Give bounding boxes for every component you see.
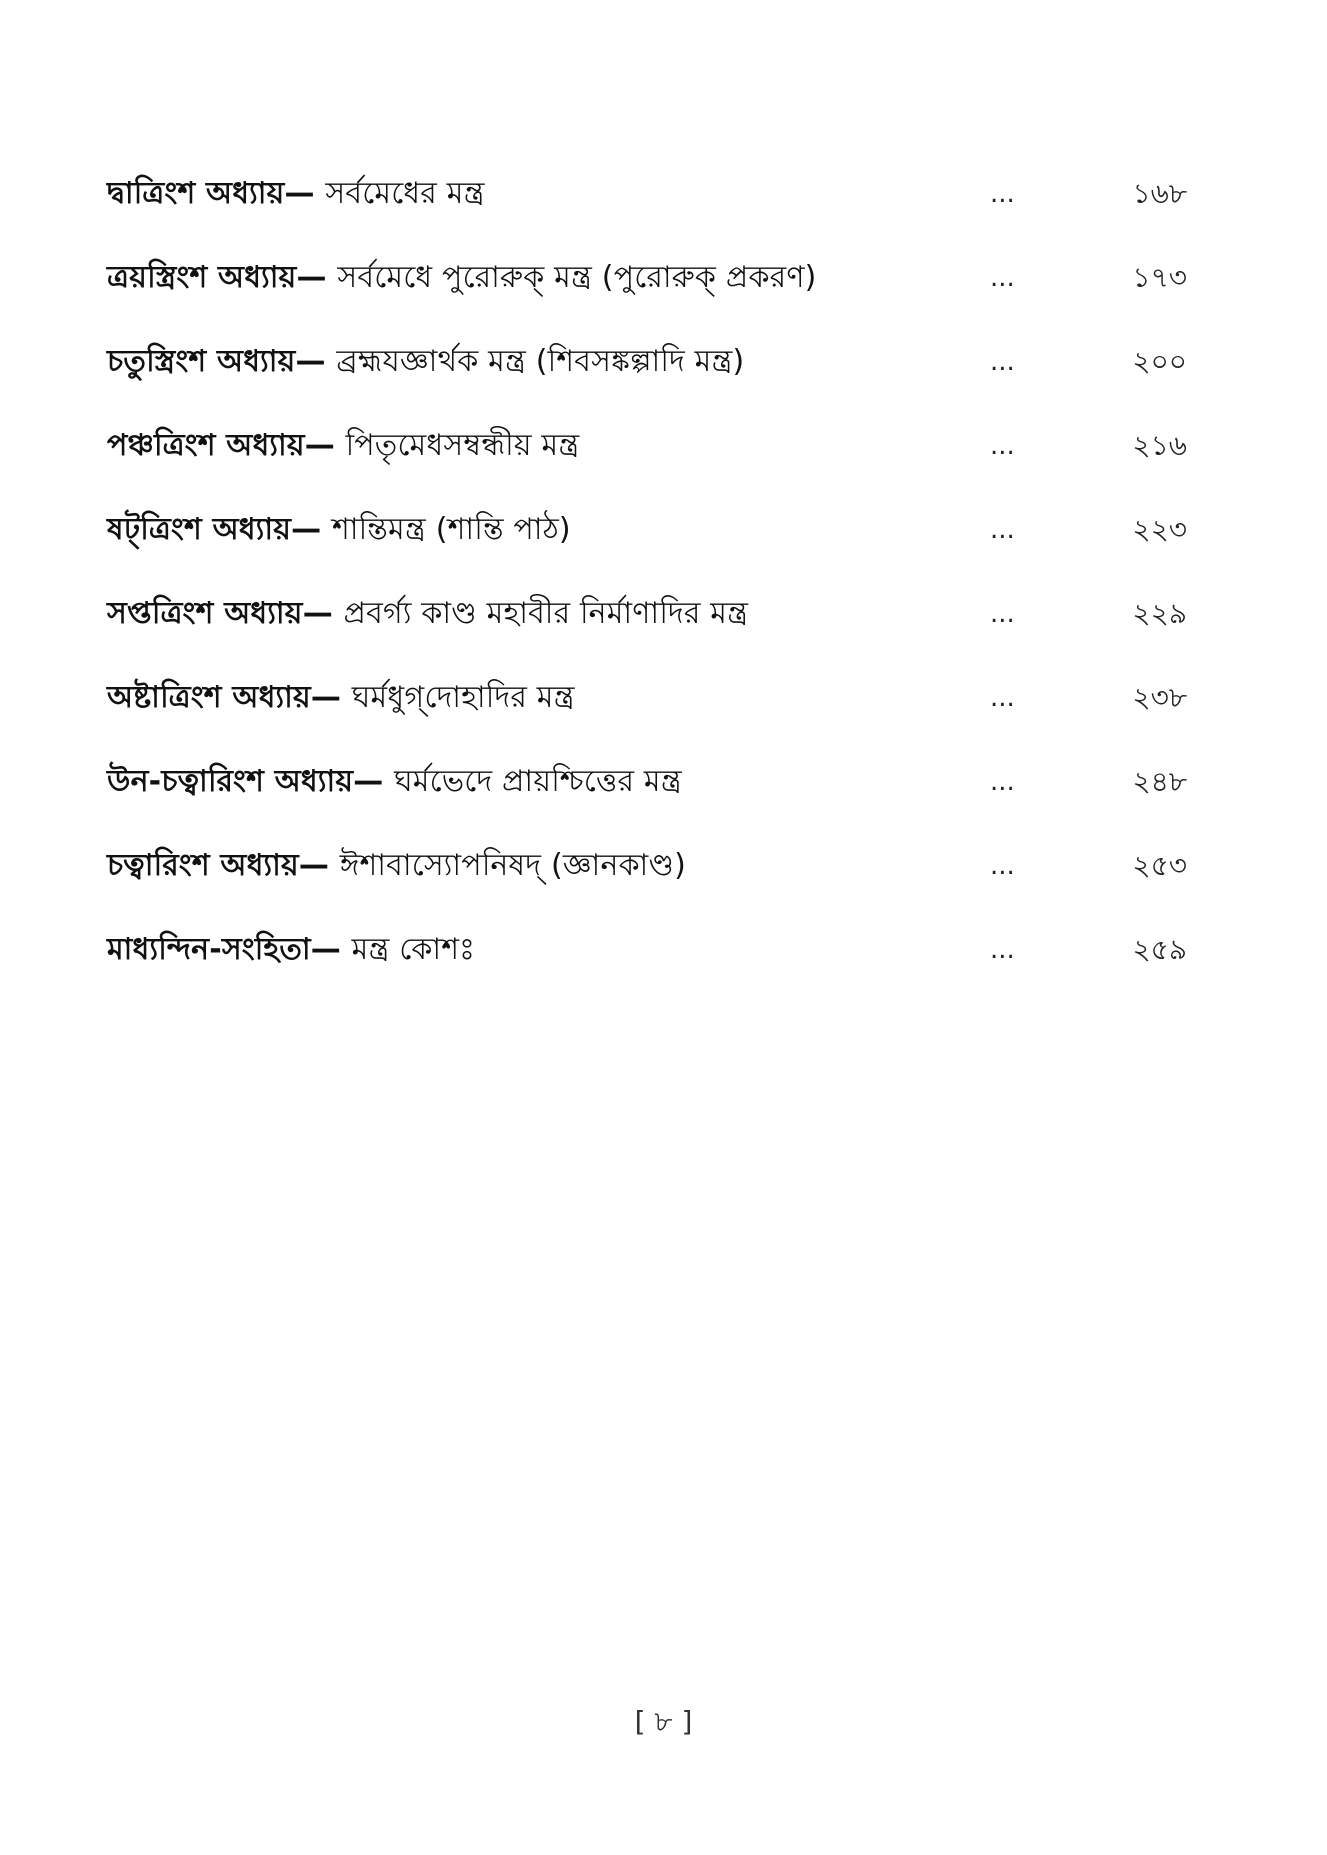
toc-entry bbox=[107, 832, 1187, 916]
toc-entry-title bbox=[107, 426, 579, 466]
chapter-subject: ঘর্মধুগ্‌দোহাদির মন্ত্র bbox=[351, 680, 575, 715]
chapter-name: সপ্তত্রিংশ অধ্যায় bbox=[107, 596, 303, 631]
page-footer-number: [ ৮ ] bbox=[634, 1705, 693, 1738]
chapter-name: পঞ্চত্রিংশ অধ্যায় bbox=[107, 428, 305, 463]
toc-entry bbox=[107, 160, 1187, 244]
dot-leader: ... bbox=[990, 767, 1015, 797]
toc-entry-title bbox=[107, 678, 575, 718]
toc-entry bbox=[107, 916, 1187, 1000]
dot-leader: ... bbox=[990, 599, 1015, 629]
dot-leader: ... bbox=[990, 347, 1015, 377]
chapter-subject: ঈশাবাস্যোপনিষদ্ (জ্ঞানকাণ্ড) bbox=[339, 848, 686, 883]
em-dash: — bbox=[310, 932, 341, 967]
page-number: ১৭৩ bbox=[1132, 261, 1187, 294]
chapter-subject: প্রবর্গ্য কাণ্ড মহাবীর নির্মাণাদির মন্ত্র bbox=[343, 596, 749, 631]
chapter-name: অষ্টাত্রিংশ অধ্যায় bbox=[107, 680, 311, 715]
page-number: ১৬৮ bbox=[1132, 177, 1187, 210]
chapter-name: চত্বারিংশ অধ্যায় bbox=[107, 848, 299, 883]
toc-entry-title bbox=[107, 846, 686, 886]
toc-entry bbox=[107, 580, 1187, 664]
em-dash: — bbox=[284, 176, 315, 211]
toc-entry-title bbox=[107, 594, 748, 634]
page-number: ২১৬ bbox=[1132, 429, 1187, 462]
em-dash: — bbox=[291, 512, 322, 547]
chapter-name: উন-চত্বারিংশ অধ্যায় bbox=[107, 764, 354, 799]
table-of-contents bbox=[107, 160, 1187, 1000]
toc-entry-title bbox=[107, 342, 744, 382]
dot-leader: ... bbox=[990, 431, 1015, 461]
chapter-subject: পিতৃমেধসম্বন্ধীয় মন্ত্র bbox=[345, 428, 580, 463]
dot-leader: ... bbox=[990, 935, 1015, 965]
em-dash: — bbox=[295, 344, 326, 379]
dot-leader: ... bbox=[990, 179, 1015, 209]
em-dash: — bbox=[310, 680, 342, 715]
chapter-subject: ব্রহ্মযজ্ঞার্থক মন্ত্র (শিবসঙ্কল্পাদি মন্ত্র) bbox=[336, 344, 745, 379]
dot-leader: ... bbox=[990, 263, 1015, 293]
chapter-subject: সর্বমেধে পুরোরুক্ মন্ত্র (পুরোরুক্ প্রকরণ) bbox=[337, 260, 817, 295]
page-number: ২২৯ bbox=[1132, 597, 1187, 630]
em-dash: — bbox=[304, 428, 335, 463]
toc-entry bbox=[107, 244, 1187, 328]
toc-entry-title bbox=[107, 174, 485, 214]
chapter-subject: ঘর্মভেদে প্রায়শ্চিত্তের মন্ত্র bbox=[394, 764, 682, 799]
em-dash: — bbox=[302, 596, 333, 631]
chapter-name: ষট্‌ত্রিংশ অধ্যায় bbox=[107, 512, 292, 547]
dot-leader: ... bbox=[990, 515, 1015, 545]
toc-entry bbox=[107, 664, 1187, 748]
page-number: ২২৩ bbox=[1132, 513, 1187, 546]
chapter-subject: মন্ত্র কোশঃ bbox=[351, 932, 476, 967]
chapter-name: দ্বাত্রিংশ অধ্যায় bbox=[107, 176, 285, 211]
toc-entry bbox=[107, 496, 1187, 580]
em-dash: — bbox=[296, 260, 327, 295]
toc-entry bbox=[107, 748, 1187, 832]
page-number: ২৫৯ bbox=[1132, 933, 1187, 966]
toc-entry-title bbox=[107, 510, 571, 550]
dot-leader: ... bbox=[990, 683, 1015, 713]
page-number: ২৪৮ bbox=[1132, 765, 1187, 798]
chapter-name: চতুস্ত্রিংশ অধ্যায় bbox=[107, 344, 296, 379]
toc-entry-title bbox=[107, 930, 475, 970]
em-dash: — bbox=[298, 848, 330, 883]
toc-entry-title bbox=[107, 258, 817, 298]
page-number: ২৫৩ bbox=[1132, 849, 1187, 882]
toc-entry-title bbox=[107, 762, 682, 802]
chapter-name: ত্রয়স্ত্রিংশ অধ্যায় bbox=[107, 260, 297, 295]
chapter-name: মাধ্যন্দিন-সংহিতা bbox=[107, 932, 311, 967]
page-number: ২০০ bbox=[1132, 345, 1187, 378]
toc-entry bbox=[107, 328, 1187, 412]
toc-entry bbox=[107, 412, 1187, 496]
chapter-subject: সর্বমেধের মন্ত্র bbox=[325, 176, 485, 211]
em-dash: — bbox=[353, 764, 384, 799]
dot-leader: ... bbox=[990, 851, 1015, 881]
page-number: ২৩৮ bbox=[1132, 681, 1187, 714]
chapter-subject: শান্তিমন্ত্র (শান্তি পাঠ) bbox=[331, 512, 571, 547]
